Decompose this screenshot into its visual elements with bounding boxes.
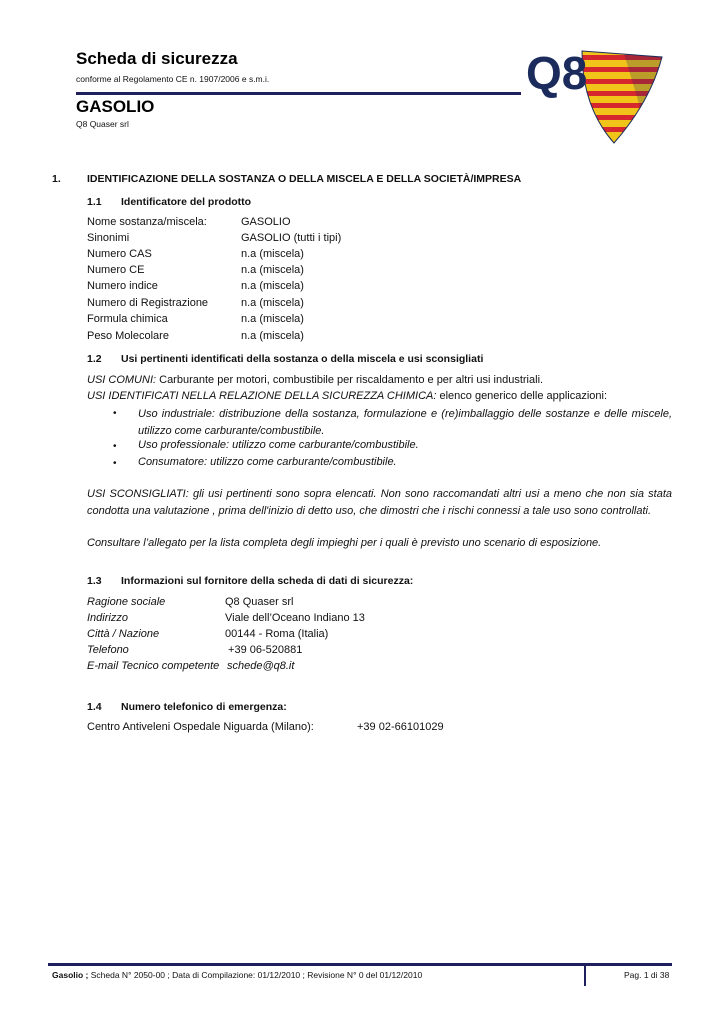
field-label: Nome sostanza/miscela: bbox=[87, 216, 207, 228]
field-label: Formula chimica bbox=[87, 313, 168, 325]
supplier-email-link[interactable]: schede@q8.it bbox=[227, 660, 295, 672]
usi-identificati-line bbox=[87, 390, 607, 402]
field-value: n.a (miscela) bbox=[241, 264, 304, 276]
field-label: Numero di Registrazione bbox=[87, 297, 209, 309]
subsection-title-1-1: Identificatore del prodotto bbox=[121, 196, 252, 208]
field-value: GASOLIO bbox=[241, 216, 291, 228]
company-name: Q8 Quaser srl bbox=[76, 119, 129, 129]
usi-comuni-label: USI COMUNI: bbox=[87, 374, 157, 386]
allegato-note: Consultare l’allegato per la lista completa degli impieghi per i quali è previsto uno scenario di esposizione. bbox=[87, 537, 602, 549]
bullet-icon: • bbox=[113, 441, 117, 452]
supplier-field-label: Città / Nazione bbox=[87, 628, 160, 640]
field-value: n.a (miscela) bbox=[241, 330, 304, 342]
field-label: Numero indice bbox=[87, 280, 158, 292]
supplier-field-value: Q8 Quaser srl bbox=[225, 596, 294, 608]
subsection-title-1-4: Numero telefonico di emergenza: bbox=[121, 701, 287, 713]
product-name: GASOLIO bbox=[76, 97, 155, 116]
emergency-center-label: Centro Antiveleni Ospedale Niguarda (Milano): bbox=[87, 721, 314, 733]
subsection-number-1-3: 1.3 bbox=[87, 575, 102, 587]
supplier-field-value: 00144 - Roma (Italia) bbox=[225, 628, 329, 640]
use-bullet-item: Consumatore: utilizzo come carburante/combustibile. bbox=[138, 456, 397, 468]
footer-product: Gasolio ; bbox=[52, 970, 89, 980]
subsection-number-1-1: 1.1 bbox=[87, 196, 102, 208]
page-number: Pag. 1 di 38 bbox=[624, 970, 670, 980]
field-value: n.a (miscela) bbox=[241, 297, 304, 309]
subsection-title-1-2: Usi pertinenti identificati della sostanza o della miscela e usi sconsigliati bbox=[121, 353, 484, 365]
usi-comuni-text: Carburante per motori, combustibile per riscaldamento e per altri usi industriali. bbox=[156, 374, 544, 386]
field-value: n.a (miscela) bbox=[241, 280, 304, 292]
section-title: IDENTIFICAZIONE DELLA SOSTANZA O DELLA MISCELA E DELLA SOCIETÀ/IMPRESA bbox=[87, 173, 522, 185]
footer-divider bbox=[48, 963, 672, 966]
emergency-phone: +39 02-66101029 bbox=[357, 721, 444, 733]
supplier-field-label: Telefono bbox=[87, 644, 129, 656]
supplier-field-value: +39 06-520881 bbox=[225, 644, 303, 656]
bullet-icon: • bbox=[113, 408, 117, 419]
subsection-number-1-4: 1.4 bbox=[87, 701, 102, 713]
document-title: Scheda di sicurezza bbox=[76, 49, 238, 68]
subsection-title-1-3: Informazioni sul fornitore della scheda di dati di sicurezza: bbox=[121, 575, 414, 587]
footer-document-info bbox=[52, 970, 422, 980]
field-value: n.a (miscela) bbox=[241, 248, 304, 260]
supplier-field-label: Indirizzo bbox=[87, 612, 128, 624]
field-label: Peso Molecolare bbox=[87, 330, 169, 342]
usi-identificati-label: USI IDENTIFICATI NELLA RELAZIONE DELLA SICUREZZA CHIMICA: bbox=[87, 390, 437, 402]
footer-details: Scheda N° 2050-00 ; Data di Compilazione: 01/12/2010 ; Revisione N° 0 del 01/12/2010 bbox=[88, 970, 423, 980]
usi-identificati-text: elenco generico delle applicazioni: bbox=[436, 390, 608, 402]
bullet-icon: • bbox=[113, 458, 117, 469]
footer-separator bbox=[584, 964, 586, 986]
header-divider bbox=[76, 92, 521, 95]
q8-logo bbox=[522, 47, 672, 147]
logo-text: Q8 bbox=[526, 47, 588, 99]
supplier-field-label: E-mail Tecnico competente bbox=[87, 660, 220, 672]
use-bullet-item: Uso industriale: distribuzione della sostanza, formulazione e (re)imballaggio delle sostanze e delle miscele, utilizzo come carburante/combustibile. bbox=[138, 408, 672, 437]
usi-comuni-line bbox=[87, 374, 543, 386]
supplier-field-value: Viale dell’Oceano Indiano 13 bbox=[225, 612, 365, 624]
use-bullet-item: Uso professionale: utilizzo come carburante/combustibile. bbox=[138, 439, 419, 451]
section-number: 1. bbox=[52, 173, 61, 185]
field-label: Sinonimi bbox=[87, 232, 130, 244]
field-value: n.a (miscela) bbox=[241, 313, 304, 325]
field-value: GASOLIO (tutti i tipi) bbox=[241, 232, 342, 244]
field-label: Numero CE bbox=[87, 264, 145, 276]
usi-sconsigliati-paragraph: USI SCONSIGLIATI: gli usi pertinenti sono sopra elencati. Non sono raccomandati altri usi a meno che non sia stata condotta una valutazione , prima dell'inizio di detto uso, che dimostri che i rischi connessi a tale uso sono controllati. bbox=[87, 488, 672, 517]
field-label: Numero CAS bbox=[87, 248, 152, 260]
regulation-subtitle: conforme al Regolamento CE n. 1907/2006 e s.m.i. bbox=[76, 74, 270, 84]
subsection-number-1-2: 1.2 bbox=[87, 353, 102, 365]
supplier-field-label: Ragione sociale bbox=[87, 596, 166, 608]
